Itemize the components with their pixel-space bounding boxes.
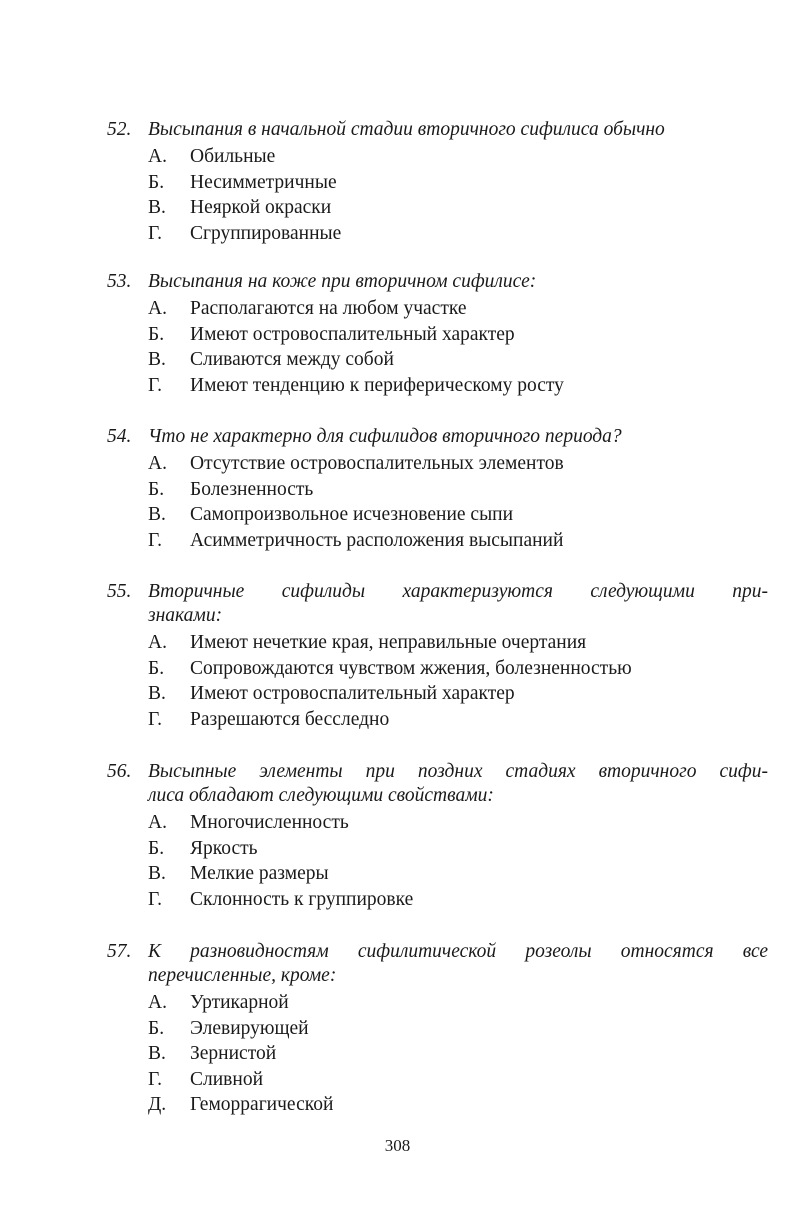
answer-option: [0, 502, 795, 528]
question-number: 52.: [107, 119, 132, 140]
option-letter: Г.: [148, 708, 162, 730]
answer-option: [0, 1041, 795, 1067]
option-text: Мелкие размеры: [190, 863, 329, 884]
option-letter: В.: [148, 863, 166, 884]
option-text: Геморрагической: [190, 1094, 334, 1115]
option-text: Многочисленность: [190, 812, 349, 833]
option-text: Имеют островоспалительный характер: [190, 323, 515, 345]
answer-option: [0, 373, 795, 399]
option-letter: В.: [148, 504, 166, 525]
question-number: 56.: [107, 761, 132, 782]
option-letter: Б.: [148, 323, 165, 345]
answer-option: [0, 707, 795, 733]
option-text: Уртикарной: [190, 992, 289, 1013]
option-text: Сливной: [190, 1068, 264, 1090]
option-letter: Б.: [148, 1017, 165, 1039]
option-text: Несимметричные: [190, 171, 337, 193]
answer-option: [0, 221, 795, 247]
question-55: [0, 580, 795, 732]
question-53: [0, 270, 795, 398]
page-number: 308: [384, 1136, 411, 1155]
question-number: 57.: [107, 941, 132, 962]
answer-option: [0, 144, 795, 170]
option-letter: Б.: [148, 478, 165, 500]
answer-options: [0, 451, 795, 553]
answer-options: [0, 990, 795, 1118]
answer-options: [0, 144, 795, 246]
question-52: [0, 118, 795, 246]
answer-option: [0, 1092, 795, 1118]
question-number: 55.: [107, 581, 132, 602]
question-54: [0, 425, 795, 553]
answer-option: [0, 861, 795, 887]
option-text: Зернистой: [190, 1043, 277, 1064]
answer-option: [0, 195, 795, 221]
option-letter: Б.: [148, 837, 165, 859]
question-text-line: Высыпные элементы при поздних стадиях вторичного сифи-: [148, 761, 768, 782]
question-text-line: перечисленные, кроме:: [148, 965, 337, 986]
option-text: Обильные: [190, 146, 276, 167]
option-text: Яркость: [190, 837, 258, 859]
option-text: Неяркой окраски: [190, 197, 332, 218]
option-letter: Б.: [148, 657, 165, 679]
answer-option: [0, 1016, 795, 1042]
option-letter: А.: [148, 812, 167, 833]
answer-option: [0, 656, 795, 682]
answer-option: [0, 528, 795, 554]
answer-options: [0, 630, 795, 732]
question-text-line: Вторичные сифилиды характеризуются следующими при-: [148, 581, 768, 602]
option-letter: Г.: [148, 888, 162, 910]
option-text: Имеют тенденцию к периферическому росту: [190, 374, 564, 396]
answer-option: [0, 451, 795, 477]
answer-option: [0, 681, 795, 707]
option-text: Самопроизвольное исчезновение сыпи: [190, 504, 514, 525]
answer-option: [0, 322, 795, 348]
option-text: Сливаются между собой: [190, 349, 394, 370]
option-text: Разрешаются бесследно: [190, 708, 390, 730]
option-letter: В.: [148, 197, 166, 218]
option-letter: А.: [148, 992, 167, 1013]
option-letter: Г.: [148, 374, 162, 396]
option-text: Располагаются на любом участке: [190, 298, 467, 319]
answer-option: [0, 477, 795, 503]
question-text-line: К разновидностям сифилитической розеолы относятся все: [148, 941, 768, 962]
question-text: Высыпания в начальной стадии вторичного сифилиса обычно: [148, 119, 665, 140]
answer-option: [0, 810, 795, 836]
answer-option: [0, 296, 795, 322]
option-text: Отсутствие островоспалительных элементов: [190, 453, 564, 474]
answer-option: [0, 990, 795, 1016]
option-letter: Б.: [148, 171, 165, 193]
option-text: Имеют островоспалительный характер: [190, 683, 515, 704]
option-letter: Г.: [148, 1068, 162, 1090]
option-text: Сопровождаются чувством жжения, болезненностью: [190, 657, 632, 679]
question-text: Высыпания на коже при вторичном сифилисе:: [148, 271, 537, 292]
option-letter: В.: [148, 683, 166, 704]
question-number: 54.: [107, 426, 132, 447]
option-text: Сгруппированные: [190, 222, 342, 244]
question-number: 53.: [107, 271, 132, 292]
option-text: Элевирующей: [190, 1017, 309, 1039]
option-letter: В.: [148, 1043, 166, 1064]
option-letter: Г.: [148, 529, 162, 551]
question-text: Что не характерно для сифилидов вторичного периода?: [148, 426, 622, 447]
option-letter: Д.: [148, 1094, 167, 1115]
option-text: Болезненность: [190, 478, 314, 500]
option-text: Склонность к группировке: [190, 888, 414, 910]
answer-option: [0, 347, 795, 373]
option-letter: А.: [148, 632, 167, 653]
option-letter: А.: [148, 146, 167, 167]
answer-options: [0, 810, 795, 912]
option-text: Асимметричность расположения высыпаний: [190, 529, 564, 551]
answer-option: [0, 170, 795, 196]
option-letter: А.: [148, 453, 167, 474]
option-letter: А.: [148, 298, 167, 319]
answer-options: [0, 296, 795, 398]
answer-option: [0, 630, 795, 656]
answer-option: [0, 836, 795, 862]
option-letter: В.: [148, 349, 166, 370]
answer-option: [0, 887, 795, 913]
question-text-line: знаками:: [148, 605, 223, 626]
question-57: [0, 940, 795, 1118]
question-56: [0, 760, 795, 912]
question-text-line: лиса обладают следующими свойствами:: [148, 785, 494, 806]
answer-option: [0, 1067, 795, 1093]
option-letter: Г.: [148, 222, 162, 244]
option-text: Имеют нечеткие края, неправильные очертания: [190, 632, 587, 653]
